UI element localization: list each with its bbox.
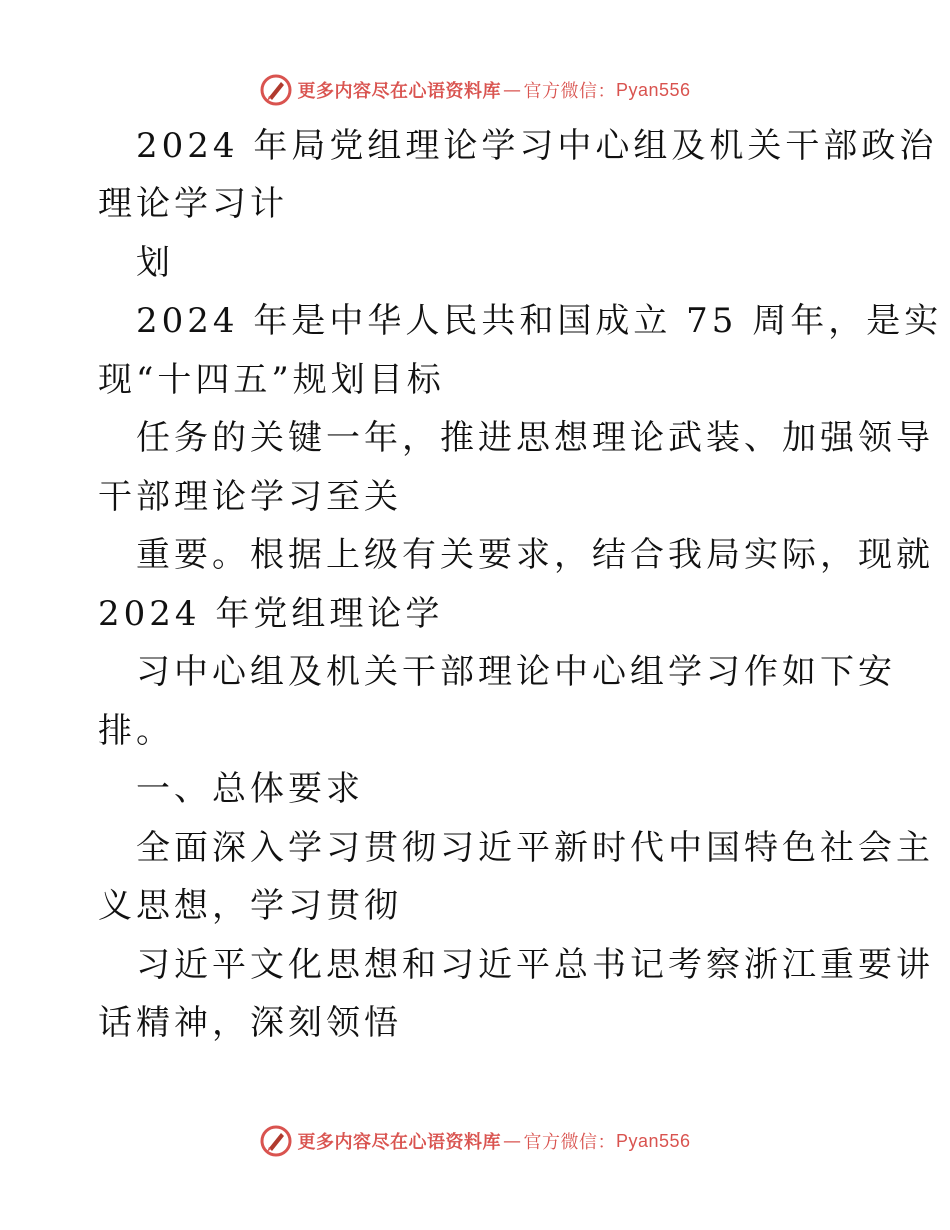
- paragraph-line: 现“十四五”规划目标: [98, 360, 445, 400]
- paragraph-line: 干部理论学习至关: [98, 477, 402, 517]
- watermark-wechat-id: Pyan556: [615, 79, 691, 100]
- watermark-wechat-id: Pyan556: [615, 1130, 691, 1151]
- watermark-dash: —: [502, 79, 522, 101]
- paragraph-line: 话精神，深刻领悟: [98, 1003, 402, 1043]
- paragraph-line: 义思想，学习贯彻: [98, 886, 402, 926]
- watermark-wechat-label: 官方微信：: [523, 1132, 616, 1153]
- pen-nib-logo-icon: [259, 73, 293, 107]
- pen-nib-logo-icon: [259, 1124, 293, 1158]
- title-line-1: 2024 年局党组理论学习中心组及机关干部政治: [136, 126, 938, 166]
- watermark-dash: —: [502, 1130, 522, 1152]
- paragraph-line: 全面深入学习贯彻习近平新时代中国特色社会主: [136, 828, 934, 868]
- watermark-text: 更多内容尽在心语资料库: [297, 1132, 501, 1153]
- footer-watermark: [0, 1121, 950, 1161]
- watermark-text: 更多内容尽在心语资料库: [297, 81, 501, 102]
- title-line-3: 划: [136, 243, 174, 283]
- section-heading: 一、总体要求: [136, 769, 364, 809]
- paragraph-line: 2024 年是中华人民共和国成立 75 周年，是实: [136, 301, 943, 341]
- watermark-wechat-label: 官方微信：: [523, 81, 616, 102]
- paragraph-line: 任务的关键一年，推进思想理论武装、加强领导: [136, 418, 934, 458]
- paragraph-line: 2024 年党组理论学: [98, 594, 444, 634]
- paragraph-line: 重要。根据上级有关要求，结合我局实际，现就: [136, 535, 934, 575]
- paragraph-line: 排。: [98, 711, 174, 751]
- header-watermark: [0, 70, 950, 110]
- paragraph-line: 习近平文化思想和习近平总书记考察浙江重要讲: [136, 945, 934, 985]
- title-line-2: 理论学习计: [98, 184, 288, 224]
- paragraph-line: 习中心组及机关干部理论中心组学习作如下安: [136, 652, 896, 692]
